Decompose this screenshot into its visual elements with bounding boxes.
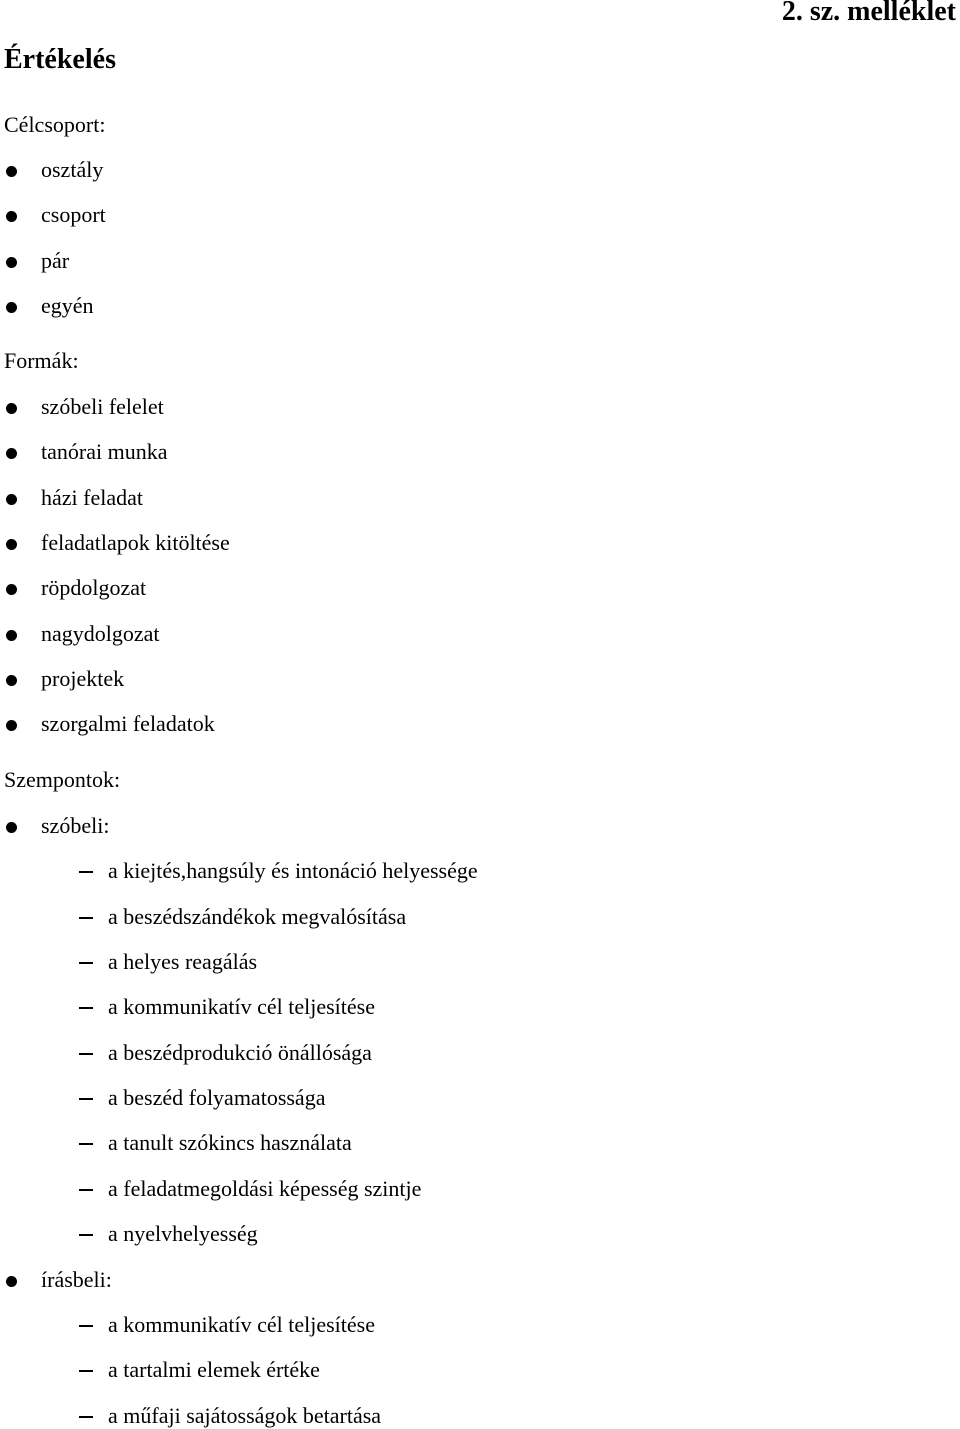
sublist-item: a kommunikatív cél teljesítése [108,994,375,1020]
dash-icon [79,1189,93,1191]
dash-icon [79,1007,93,1009]
list-item: egyén [41,293,94,319]
page-title: Értékelés [4,44,116,75]
dash-icon [79,962,93,964]
sublist-item: a beszédprodukció önállósága [108,1039,372,1065]
sublist-item: a beszédszándékok megvalósítása [108,903,407,929]
bullet-icon [6,448,17,459]
bullet-icon [6,1276,17,1287]
bullet-icon [6,211,17,222]
bullet-icon [6,630,17,641]
bullet-icon [6,720,17,731]
dash-icon [79,1234,93,1236]
list-item: szóbeli felelet [41,394,164,419]
sublist-label-oral: szóbeli: [41,813,110,838]
sublist-label-written: írásbeli: [41,1266,112,1292]
section-heading-target-group: Célcsoport: [4,112,106,137]
dash-icon [79,1325,93,1327]
bullet-icon [6,539,17,550]
list-item: nagydolgozat [41,620,160,646]
list-item: csoport [41,202,106,228]
sublist-item: a nyelvhelyesség [108,1221,258,1247]
sublist-item: a feladatmegoldási képesség szintje [108,1175,422,1201]
section-heading-criteria: Szempontok: [4,767,121,792]
dash-icon [79,871,93,873]
sublist-item: a kiejtés,hangsúly és intonáció helyessége [108,858,478,884]
sublist-item: a műfaji sajátosságok betartása [108,1402,382,1428]
list-item: feladatlapok kitöltése [41,530,230,556]
bullet-icon [6,302,17,313]
bullet-icon [6,494,17,505]
bullet-icon [6,166,17,177]
list-item: házi feladat [41,484,143,510]
dash-icon [79,917,93,919]
section-heading-forms: Formák: [4,348,79,373]
sublist-item: a tanult szókincs használata [108,1130,352,1156]
sublist-item: a kommunikatív cél teljesítése [108,1311,375,1337]
list-item: szorgalmi feladatok [41,711,215,737]
bullet-icon [6,584,17,595]
list-item: tanórai munka [41,439,168,465]
dash-icon [79,1098,93,1100]
sublist-item: a tartalmi elemek értéke [108,1357,320,1383]
bullet-icon [6,822,17,833]
bullet-icon [6,403,17,414]
dash-icon [79,1416,93,1418]
sublist-item: a beszéd folyamatossága [108,1085,326,1111]
sublist-item: a helyes reagálás [108,949,258,975]
annex-label: 2. sz. melléklet [781,0,956,27]
list-item: pár [41,247,70,273]
bullet-icon [6,675,17,686]
dash-icon [79,1053,93,1055]
bullet-icon [6,257,17,268]
list-item: osztály [41,157,104,182]
dash-icon [79,1143,93,1145]
list-item: projektek [41,666,125,692]
dash-icon [79,1370,93,1372]
list-item: röpdolgozat [41,575,147,601]
